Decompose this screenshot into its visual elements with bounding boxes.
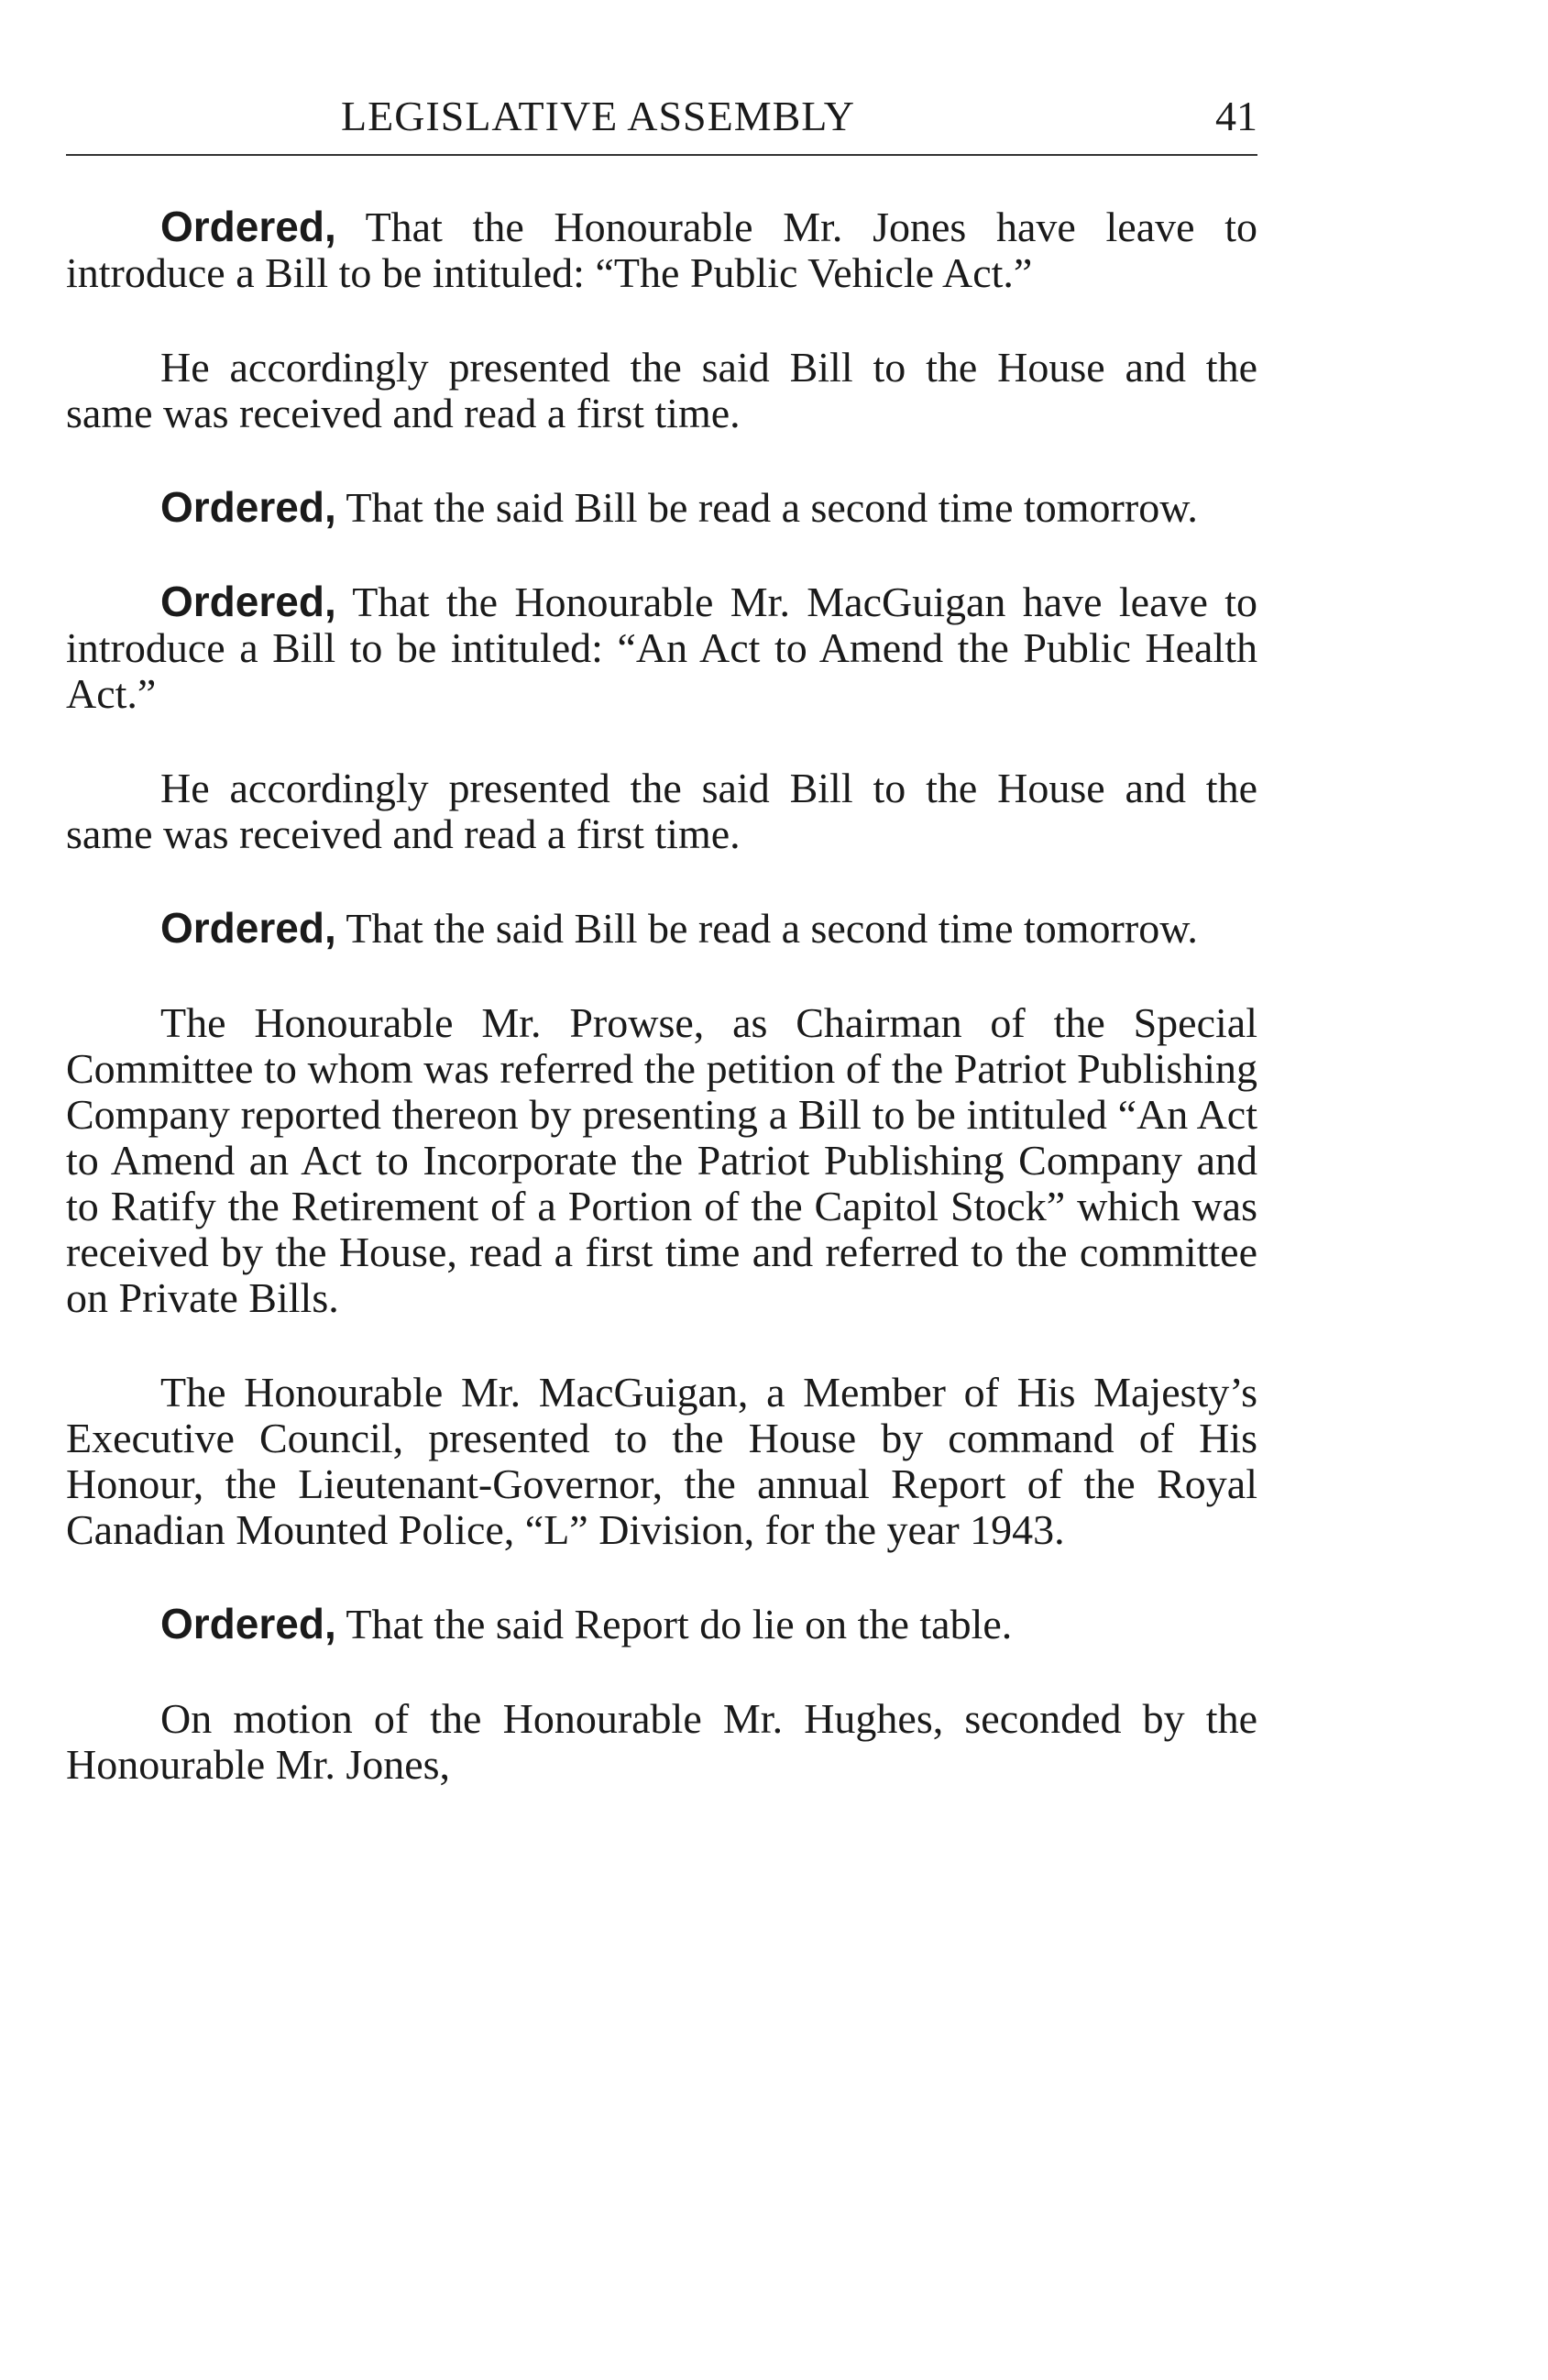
page-number: 41: [1215, 93, 1257, 139]
paragraph: [66, 484, 1257, 531]
paragraph: [66, 765, 1257, 857]
paragraph-text: That the Honourable Mr. Jones have leave to introduce a Bill to be intituled: “The Public Vehicle Act.”: [66, 204, 1257, 296]
running-title: LEGISLATIVE ASSEMBLY: [341, 93, 856, 139]
header-rule: [66, 154, 1257, 156]
paragraph-text: The Honourable Mr. Prowse, as Chairman of the Special Committee to whom was referred the petition of the Patriot Publishing Company reported thereon by presenting a Bill to be intituled “An Act to Amend an Act to Incorporate the Patriot Publishing Company and to Ratify the Retirement of a Portion of the Capitol Stock” which was received by the House, read a first time and referred to the committee on Private Bills.: [66, 999, 1257, 1321]
paragraph: [66, 905, 1257, 952]
paragraph-text: The Honourable Mr. MacGuigan, a Member of His Majesty’s Executive Council, presented to the House by command of His Honour, the Lieutenant-Governor, the annual Report of the Royal Canadian Mounted Police, “L” Division, for the year 1943.: [66, 1369, 1257, 1553]
ordered-lead: Ordered,: [160, 483, 336, 531]
paragraph-text: He accordingly presented the said Bill to the House and the same was received and read a first time.: [66, 344, 1257, 436]
page-header: [66, 92, 1257, 147]
page-body: [66, 204, 1257, 1835]
paragraph: [66, 999, 1257, 1321]
paragraph-text: That the Honourable Mr. MacGuigan have leave to introduce a Bill to be intituled: “An Act to Amend the Public Health Act.”: [66, 578, 1257, 717]
ordered-lead: Ordered,: [160, 904, 336, 952]
paragraph: [66, 1369, 1257, 1553]
paragraph-text: That the said Report do lie on the table.: [335, 1601, 1013, 1647]
paragraph: [66, 344, 1257, 436]
paragraph-text: He accordingly presented the said Bill to the House and the same was received and read a first time.: [66, 765, 1257, 857]
paragraph: [66, 204, 1257, 296]
paragraph-text: That the said Bill be read a second time tomorrow.: [335, 484, 1198, 531]
paragraph: [66, 1695, 1257, 1788]
ordered-lead: Ordered,: [160, 203, 336, 250]
ordered-lead: Ordered,: [160, 1600, 336, 1647]
paragraph-text: On motion of the Honourable Mr. Hughes, seconded by the Honourable Mr. Jones,: [66, 1695, 1257, 1788]
paragraph: [66, 578, 1257, 717]
ordered-lead: Ordered,: [160, 578, 336, 625]
paragraph-text: That the said Bill be read a second time tomorrow.: [335, 905, 1198, 952]
paragraph: [66, 1601, 1257, 1647]
